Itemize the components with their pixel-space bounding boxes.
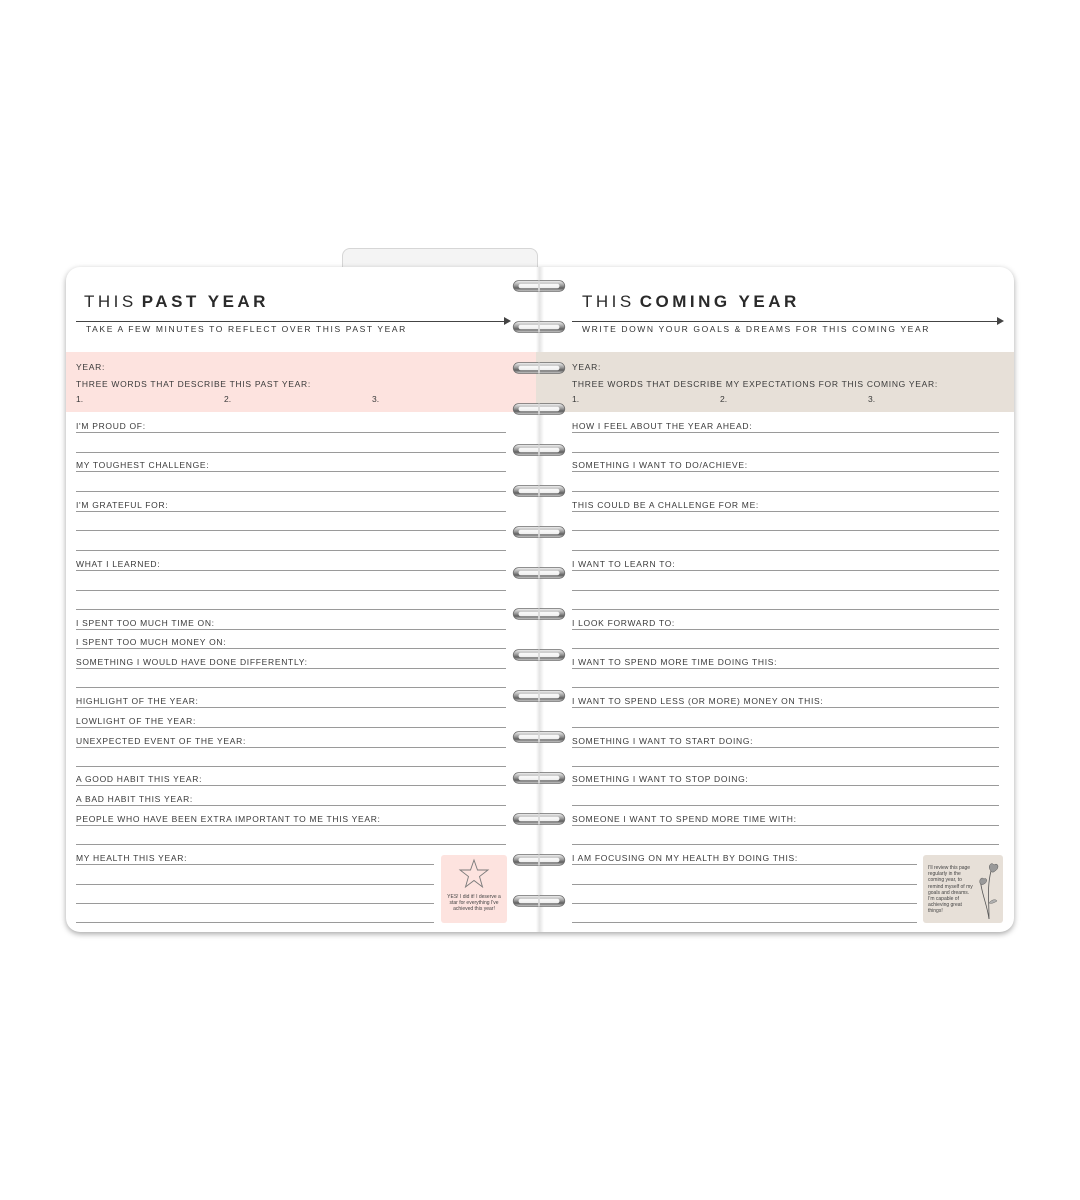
flower-icon xyxy=(977,859,1001,921)
writing-line[interactable] xyxy=(76,491,506,492)
writing-line[interactable] xyxy=(76,648,506,649)
prompt-label: I AM FOCUSING ON MY HEALTH BY DOING THIS: xyxy=(572,853,798,863)
writing-line[interactable] xyxy=(572,922,917,923)
writing-line[interactable] xyxy=(572,747,999,748)
spiral-ring xyxy=(508,278,570,294)
spiral-ring xyxy=(508,647,570,663)
writing-line[interactable] xyxy=(76,884,434,885)
writing-line[interactable] xyxy=(572,825,999,826)
prompt-label: PEOPLE WHO HAVE BEEN EXTRA IMPORTANT TO ME THIS YEAR: xyxy=(76,814,381,824)
writing-line[interactable] xyxy=(76,452,506,453)
three-words-label: THREE WORDS THAT DESCRIBE MY EXPECTATIONS FOR THIS COMING YEAR: xyxy=(572,379,938,389)
spiral-ring xyxy=(508,811,570,827)
prompt-label: A GOOD HABIT THIS YEAR: xyxy=(76,774,203,784)
writing-line[interactable] xyxy=(76,550,506,551)
flower-sticky-note xyxy=(923,855,1003,923)
title-underline xyxy=(572,321,999,322)
writing-line[interactable] xyxy=(76,825,506,826)
spiral-ring xyxy=(508,360,570,376)
writing-line[interactable] xyxy=(76,590,506,591)
writing-line[interactable] xyxy=(76,668,506,669)
writing-line[interactable] xyxy=(572,707,999,708)
writing-line[interactable] xyxy=(572,884,917,885)
prompt-label: I SPENT TOO MUCH TIME ON: xyxy=(76,618,215,628)
prompt-label: SOMETHING I WANT TO STOP DOING: xyxy=(572,774,749,784)
spiral-ring xyxy=(508,770,570,786)
spiral-ring xyxy=(508,319,570,335)
writing-line[interactable] xyxy=(76,471,506,472)
title-underline xyxy=(76,321,506,322)
writing-line[interactable] xyxy=(76,432,506,433)
note-text: YES! I did it! I deserve a star for everything I've achieved this year! xyxy=(447,894,501,913)
writing-line[interactable] xyxy=(76,707,506,708)
prompt-label: HIGHLIGHT OF THE YEAR: xyxy=(76,696,199,706)
coming-year-page xyxy=(542,267,1014,932)
page-subtitle: WRITE DOWN YOUR GOALS & DREAMS FOR THIS COMING YEAR xyxy=(582,324,930,334)
writing-line[interactable] xyxy=(76,922,434,923)
spiral-ring xyxy=(508,565,570,581)
prompt-label: I WANT TO SPEND LESS (OR MORE) MONEY ON THIS: xyxy=(572,696,824,706)
spiral-ring xyxy=(508,524,570,540)
three-words-label: THREE WORDS THAT DESCRIBE THIS PAST YEAR: xyxy=(76,379,311,389)
year-label: YEAR: xyxy=(76,362,106,372)
year-label: YEAR: xyxy=(572,362,602,372)
writing-line[interactable] xyxy=(76,903,434,904)
writing-line[interactable] xyxy=(572,864,917,865)
writing-line[interactable] xyxy=(76,727,506,728)
word-number-3: 3. xyxy=(868,394,876,404)
writing-line[interactable] xyxy=(76,747,506,748)
spiral-ring xyxy=(508,852,570,868)
writing-line[interactable] xyxy=(76,844,506,845)
star-icon xyxy=(441,855,507,893)
word-number-2: 2. xyxy=(720,394,728,404)
writing-line[interactable] xyxy=(572,609,999,610)
prompt-label: MY TOUGHEST CHALLENGE: xyxy=(76,460,210,470)
note-text: I'll review this page regularly in the coming year, to remind myself of my goals and dreams. I'm capable of achieving great things! xyxy=(928,865,973,915)
spiral-ring xyxy=(508,483,570,499)
writing-line[interactable] xyxy=(572,491,999,492)
writing-line[interactable] xyxy=(572,432,999,433)
writing-line[interactable] xyxy=(572,530,999,531)
spiral-ring xyxy=(508,688,570,704)
page-title xyxy=(582,292,800,312)
writing-line[interactable] xyxy=(76,530,506,531)
prompt-label: HOW I FEEL ABOUT THE YEAR AHEAD: xyxy=(572,421,753,431)
spiral-ring xyxy=(508,606,570,622)
writing-line[interactable] xyxy=(572,511,999,512)
prompt-label: I WANT TO SPEND MORE TIME DOING THIS: xyxy=(572,657,778,667)
prompt-label: LOWLIGHT OF THE YEAR: xyxy=(76,716,197,726)
prompt-label: I'M GRATEFUL FOR: xyxy=(76,500,169,510)
prompt-label: SOMETHING I WANT TO START DOING: xyxy=(572,736,754,746)
spiral-ring xyxy=(508,442,570,458)
writing-line[interactable] xyxy=(572,687,999,688)
spiral-ring xyxy=(508,401,570,417)
prompt-label: MY HEALTH THIS YEAR: xyxy=(76,853,188,863)
star-sticky-note xyxy=(441,855,507,923)
writing-line[interactable] xyxy=(572,648,999,649)
writing-line[interactable] xyxy=(572,785,999,786)
writing-line[interactable] xyxy=(76,805,506,806)
prompt-label: A BAD HABIT THIS YEAR: xyxy=(76,794,193,804)
writing-line[interactable] xyxy=(76,687,506,688)
writing-line[interactable] xyxy=(76,511,506,512)
word-number-3: 3. xyxy=(372,394,380,404)
writing-line[interactable] xyxy=(76,766,506,767)
prompt-label: SOMETHING I WANT TO DO/ACHIEVE: xyxy=(572,460,748,470)
prompt-label: WHAT I LEARNED: xyxy=(76,559,161,569)
writing-line[interactable] xyxy=(572,629,999,630)
title-light: THIS xyxy=(582,292,635,311)
title-light: THIS xyxy=(84,292,137,311)
arrow-right-icon xyxy=(997,317,1004,325)
writing-line[interactable] xyxy=(76,785,506,786)
writing-line[interactable] xyxy=(572,668,999,669)
prompt-label: SOMEONE I WANT TO SPEND MORE TIME WITH: xyxy=(572,814,797,824)
prompt-label: I SPENT TOO MUCH MONEY ON: xyxy=(76,637,227,647)
page-title xyxy=(84,292,269,312)
prompt-label: I'M PROUD OF: xyxy=(76,421,146,431)
writing-line[interactable] xyxy=(76,609,506,610)
writing-line[interactable] xyxy=(76,864,434,865)
writing-line[interactable] xyxy=(572,471,999,472)
writing-line[interactable] xyxy=(572,452,999,453)
prompt-label: SOMETHING I WOULD HAVE DONE DIFFERENTLY: xyxy=(76,657,308,667)
page-subtitle: TAKE A FEW MINUTES TO REFLECT OVER THIS PAST YEAR xyxy=(86,324,407,334)
writing-line[interactable] xyxy=(572,766,999,767)
writing-line[interactable] xyxy=(76,629,506,630)
prompt-label: I WANT TO LEARN TO: xyxy=(572,559,676,569)
writing-line[interactable] xyxy=(572,727,999,728)
spiral-ring xyxy=(508,893,570,909)
title-bold: PAST YEAR xyxy=(141,292,269,311)
spiral-binding xyxy=(508,278,572,928)
prompt-label: THIS COULD BE A CHALLENGE FOR ME: xyxy=(572,500,759,510)
word-number-1: 1. xyxy=(572,394,580,404)
writing-line[interactable] xyxy=(572,903,917,904)
title-bold: COMING YEAR xyxy=(639,292,800,311)
writing-line[interactable] xyxy=(76,570,506,571)
writing-line[interactable] xyxy=(572,550,999,551)
writing-line[interactable] xyxy=(572,805,999,806)
spiral-ring xyxy=(508,729,570,745)
writing-line[interactable] xyxy=(572,590,999,591)
word-number-2: 2. xyxy=(224,394,232,404)
past-year-page xyxy=(66,267,538,932)
writing-line[interactable] xyxy=(572,844,999,845)
prompt-label: I LOOK FORWARD TO: xyxy=(572,618,675,628)
prompt-label: UNEXPECTED EVENT OF THE YEAR: xyxy=(76,736,247,746)
word-number-1: 1. xyxy=(76,394,84,404)
writing-line[interactable] xyxy=(572,570,999,571)
